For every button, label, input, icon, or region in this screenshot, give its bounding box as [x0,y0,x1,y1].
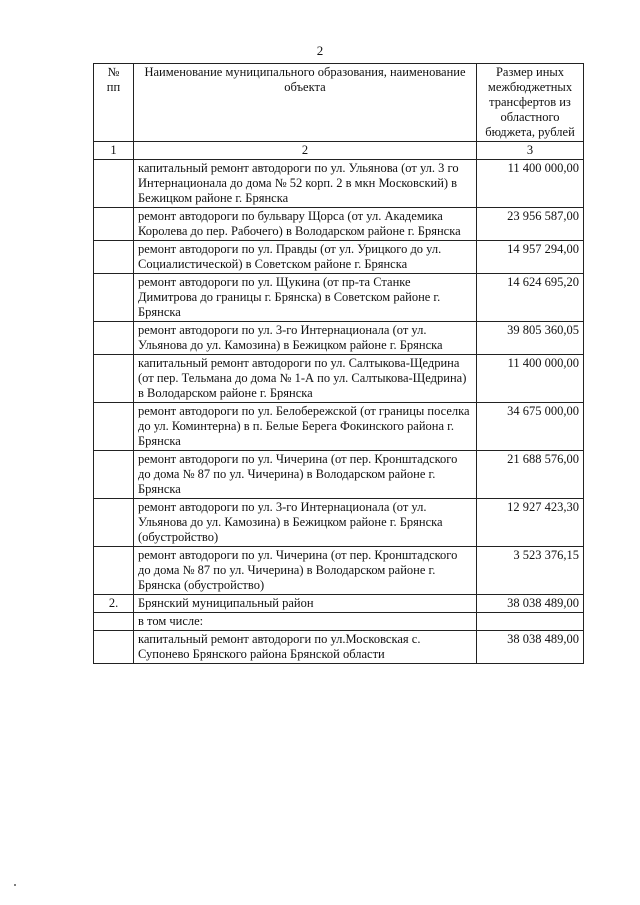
table-row [94,160,584,208]
row-name: капитальный ремонт автодороги по ул. Ульянова (от ул. 3 го Интернационала до дома № 52 корп. 2 в мкн Московский) в Бежицком районе г. Брянска [134,160,477,208]
header-num: № пп [94,64,134,142]
row-name: ремонт автодороги по бульвару Щорса (от ул. Академика Королева до пер. Рабочего) в Володарском районе г. Брянска [134,208,477,241]
row-name: ремонт автодороги по ул. Щукина (от пр-та Станке Димитрова до границы г. Брянска) в Советском районе г. Брянска [134,274,477,322]
row-name: ремонт автодороги по ул. Белобережской (от границы поселка до ул. Коминтерна) в п. Белые Берега Фокинского района г. Брянска [134,403,477,451]
row-num [94,208,134,241]
row-amount: 11 400 000,00 [477,355,584,403]
row-amount: 12 927 423,30 [477,499,584,547]
table-row [94,547,584,595]
table-row [94,274,584,322]
row-amount: 34 675 000,00 [477,403,584,451]
row-num [94,631,134,664]
row-name: ремонт автодороги по ул. Чичерина (от пер. Кронштадского до дома № 87 по ул. Чичерина) в Володарском районе г. Брянска (обустройство) [134,547,477,595]
including-label: в том числе: [134,613,477,631]
row-name: ремонт автодороги по ул. 3-го Интернационала (от ул. Ульянова до ул. Камозина) в Бежицком районе г. Брянска [134,322,477,355]
row-amount: 14 957 294,00 [477,241,584,274]
table-row [94,631,584,664]
row-amount: 3 523 376,15 [477,547,584,595]
transfers-table [93,63,584,664]
row-amount: 21 688 576,00 [477,451,584,499]
row-amount: 39 805 360,05 [477,322,584,355]
table-row [94,403,584,451]
row-num [94,499,134,547]
row-num [94,451,134,499]
including-row [94,613,584,631]
scan-speck [14,884,16,886]
row-amount: 11 400 000,00 [477,160,584,208]
table-row [94,208,584,241]
row-num [94,355,134,403]
table-row [94,355,584,403]
row-num [94,547,134,595]
table-row [94,451,584,499]
row-num [94,403,134,451]
index-row [94,142,584,160]
table-row [94,241,584,274]
index-cell: 1 [94,142,134,160]
row-num [94,241,134,274]
table-header-row [94,64,584,142]
page-number: 2 [316,43,324,58]
table-row [94,322,584,355]
district-row [94,595,584,613]
row-amount: 23 956 587,00 [477,208,584,241]
row-num [94,160,134,208]
index-cell: 2 [134,142,477,160]
index-cell: 3 [477,142,584,160]
row-amount: 38 038 489,00 [477,631,584,664]
row-name: ремонт автодороги по ул. Правды (от ул. Урицкого до ул. Социалистической) в Советском районе г. Брянска [134,241,477,274]
header-amount: Размер иных межбюджетных трансфертов из областного бюджета, рублей [477,64,584,142]
header-name: Наименование муниципального образования, наименование объекта [134,64,477,142]
row-amount [477,613,584,631]
district-num: 2. [94,595,134,613]
row-num [94,274,134,322]
row-num [94,613,134,631]
row-name: ремонт автодороги по ул. 3-го Интернационала (от ул. Ульянова до ул. Камозина) в Бежицком районе г. Брянска (обустройство) [134,499,477,547]
row-name: капитальный ремонт автодороги по ул.Московская с. Супонево Брянского района Брянской области [134,631,477,664]
district-amount: 38 038 489,00 [477,595,584,613]
row-name: ремонт автодороги по ул. Чичерина (от пер. Кронштадского до дома № 87 по ул. Чичерина) в Володарском районе г. Брянска [134,451,477,499]
row-num [94,322,134,355]
row-amount: 14 624 695,20 [477,274,584,322]
table-row [94,499,584,547]
district-name: Брянский муниципальный район [134,595,477,613]
row-name: капитальный ремонт автодороги по ул. Салтыкова-Щедрина (от пер. Тельмана до дома № 1-А по ул. Салтыкова-Щедрина) в Володарском районе г. Брянска [134,355,477,403]
